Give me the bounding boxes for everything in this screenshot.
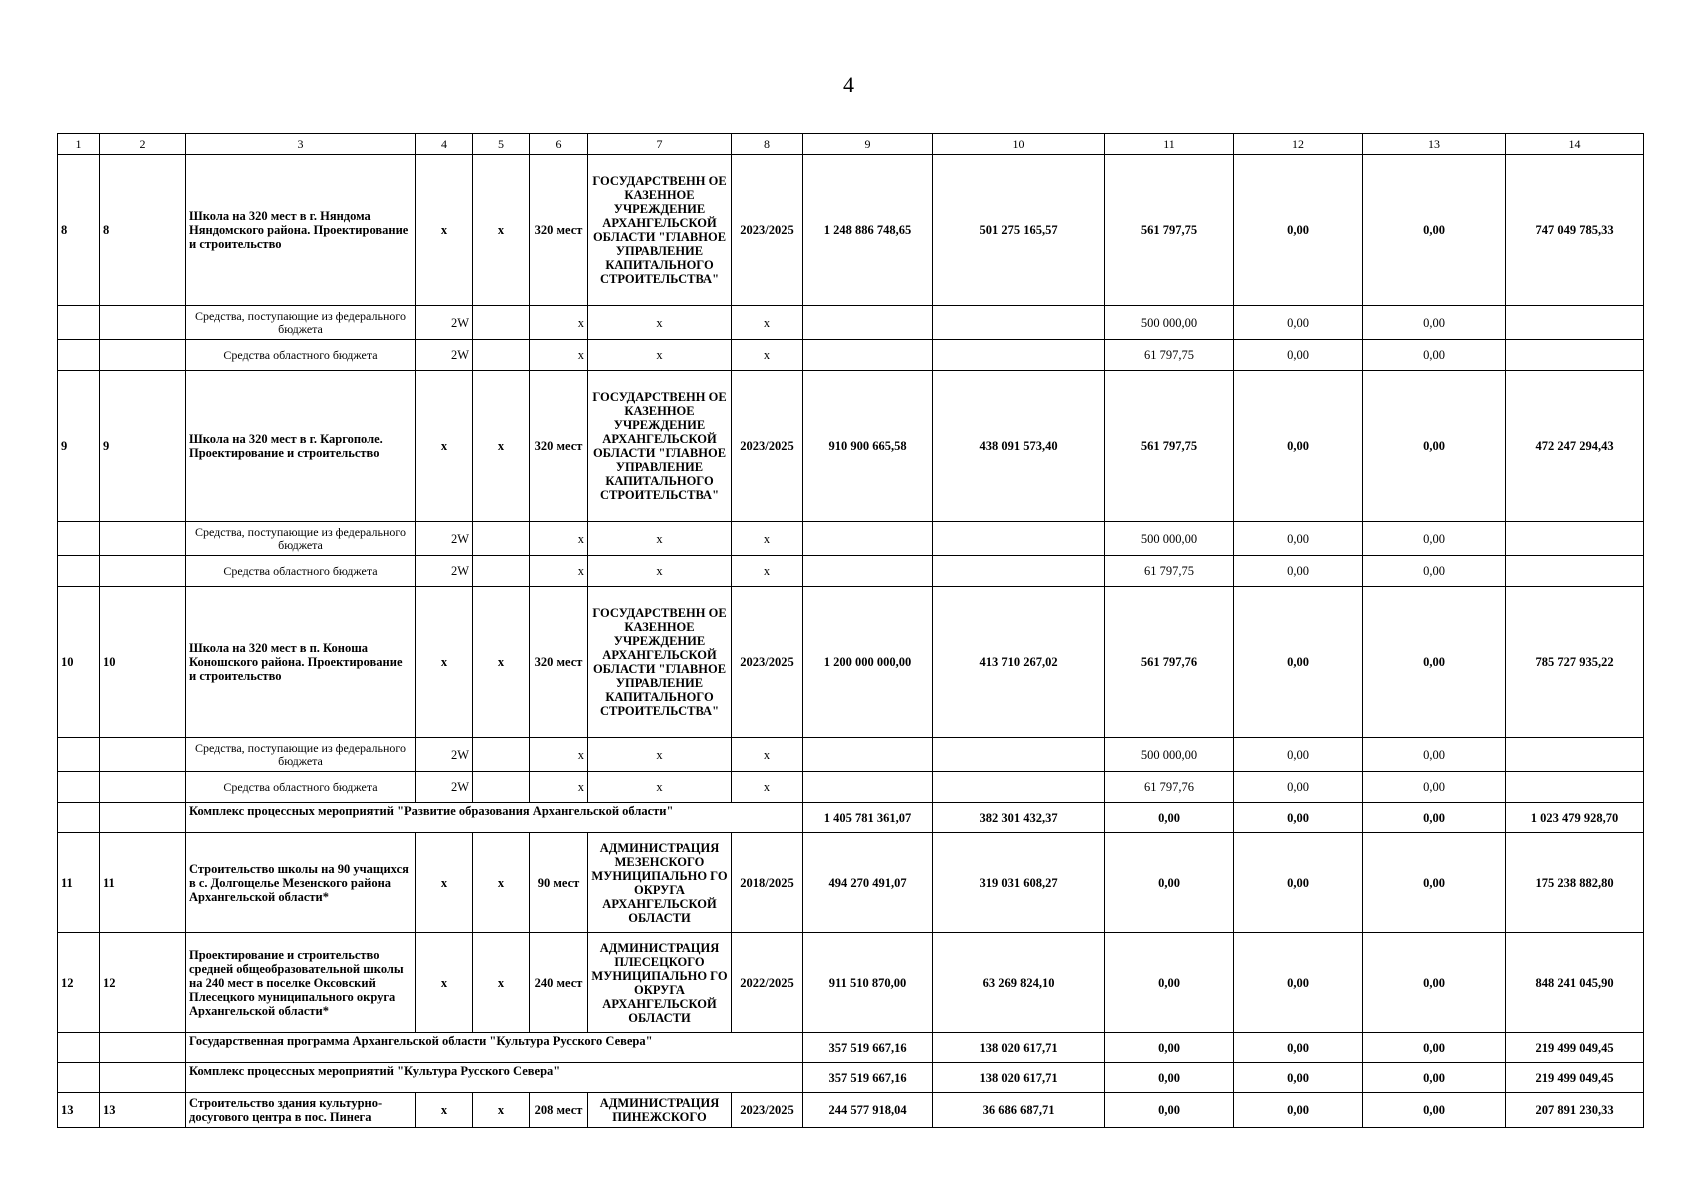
table-subrow <box>58 522 1644 556</box>
value-c9: 357 519 667,16 <box>803 1063 933 1093</box>
value-c11: 561 797,75 <box>1105 371 1234 522</box>
value-c10: 413 710 267,02 <box>933 587 1105 738</box>
value-c11: 561 797,76 <box>1105 587 1234 738</box>
empty-cell <box>1506 522 1644 556</box>
value-c11: 0,00 <box>1105 1033 1234 1063</box>
empty-cell <box>1506 340 1644 371</box>
empty-cell <box>473 340 530 371</box>
funding-source: Средства, поступающие из федерального бюджета <box>186 738 416 772</box>
value-c11: 0,00 <box>1105 933 1234 1033</box>
period: 2023/2025 <box>732 371 803 522</box>
value-c12: 0,00 <box>1234 1093 1363 1128</box>
responsible-org: ГОСУДАРСТВЕНН ОЕ КАЗЕННОЕ УЧРЕЖДЕНИЕ АРХАНГЕЛЬСКОЙ ОБЛАСТИ "ГЛАВНОЕ УПРАВЛЕНИЕ КАПИТАЛЬНОГО СТРОИТЕЛЬСТВА" <box>588 371 732 522</box>
value-c12: 0,00 <box>1234 587 1363 738</box>
cell-c4: x <box>416 371 473 522</box>
value-c9: 1 405 781 361,07 <box>803 803 933 833</box>
capacity: 320 мест <box>530 371 588 522</box>
cell-c7: x <box>588 522 732 556</box>
row-number: 8 <box>100 155 186 306</box>
value-c11: 500 000,00 <box>1105 522 1234 556</box>
value-c9: 494 270 491,07 <box>803 833 933 933</box>
cell-c5: x <box>473 933 530 1033</box>
funding-source: Средства, поступающие из федерального бюджета <box>186 306 416 340</box>
empty-cell <box>100 306 186 340</box>
value-c11: 0,00 <box>1105 1093 1234 1128</box>
value-c12: 0,00 <box>1234 556 1363 587</box>
value-c12: 0,00 <box>1234 772 1363 803</box>
empty-cell <box>58 1063 100 1093</box>
value-c13: 0,00 <box>1363 833 1506 933</box>
funding-code: 2W <box>416 738 473 772</box>
value-c13: 0,00 <box>1363 522 1506 556</box>
empty-cell <box>100 1063 186 1093</box>
value-c14: 785 727 935,22 <box>1506 587 1644 738</box>
funding-source: Средства областного бюджета <box>186 340 416 371</box>
cell-c4: x <box>416 933 473 1033</box>
value-c14: 175 238 882,80 <box>1506 833 1644 933</box>
row-index: 12 <box>58 933 100 1033</box>
value-c12: 0,00 <box>1234 371 1363 522</box>
empty-cell <box>473 556 530 587</box>
empty-cell <box>100 556 186 587</box>
empty-cell <box>803 738 933 772</box>
complex-title: Комплекс процессных мероприятий "Развитие образования Архангельской области" <box>186 803 803 833</box>
cell-c6: x <box>530 556 588 587</box>
column-header: 8 <box>732 134 803 155</box>
table-subrow <box>58 556 1644 587</box>
funding-code: 2W <box>416 556 473 587</box>
value-c10: 63 269 824,10 <box>933 933 1105 1033</box>
value-c12: 0,00 <box>1234 833 1363 933</box>
row-index: 9 <box>58 371 100 522</box>
empty-cell <box>1506 306 1644 340</box>
empty-cell <box>100 738 186 772</box>
empty-cell <box>473 738 530 772</box>
funding-code: 2W <box>416 340 473 371</box>
value-c12: 0,00 <box>1234 933 1363 1033</box>
column-header: 14 <box>1506 134 1644 155</box>
object-name: Школа на 320 мест в г. Няндома Няндомского района. Проектирование и строительство <box>186 155 416 306</box>
value-c14: 747 049 785,33 <box>1506 155 1644 306</box>
funding-source: Средства областного бюджета <box>186 556 416 587</box>
empty-cell <box>58 1033 100 1063</box>
row-number: 9 <box>100 371 186 522</box>
value-c9: 910 900 665,58 <box>803 371 933 522</box>
empty-cell <box>473 772 530 803</box>
table-row-8 <box>58 155 1644 306</box>
value-c12: 0,00 <box>1234 803 1363 833</box>
period: 2018/2025 <box>732 833 803 933</box>
program-title: Государственная программа Архангельской области "Культура Русского Севера" <box>186 1033 803 1063</box>
empty-cell <box>100 1033 186 1063</box>
cell-c5: x <box>473 155 530 306</box>
row-index: 13 <box>58 1093 100 1128</box>
table-row-9 <box>58 371 1644 522</box>
value-c10: 36 686 687,71 <box>933 1093 1105 1128</box>
cell-c6: x <box>530 738 588 772</box>
table-row-complex-education <box>58 803 1644 833</box>
value-c11: 500 000,00 <box>1105 738 1234 772</box>
empty-cell <box>1506 772 1644 803</box>
value-c10: 438 091 573,40 <box>933 371 1105 522</box>
period: 2023/2025 <box>732 155 803 306</box>
capacity: 208 мест <box>530 1093 588 1128</box>
row-number: 13 <box>100 1093 186 1128</box>
empty-cell <box>100 772 186 803</box>
table-subrow <box>58 772 1644 803</box>
cell-c7: x <box>588 556 732 587</box>
cell-c8: x <box>732 522 803 556</box>
table-row-complex-culture <box>58 1063 1644 1093</box>
column-header-row <box>58 134 1644 155</box>
value-c11: 0,00 <box>1105 803 1234 833</box>
table-row-12 <box>58 933 1644 1033</box>
value-c14: 848 241 045,90 <box>1506 933 1644 1033</box>
column-header: 3 <box>186 134 416 155</box>
empty-cell <box>1506 556 1644 587</box>
column-header: 7 <box>588 134 732 155</box>
cell-c8: x <box>732 340 803 371</box>
period: 2023/2025 <box>732 587 803 738</box>
cell-c5: x <box>473 587 530 738</box>
table-subrow <box>58 340 1644 371</box>
empty-cell <box>100 803 186 833</box>
cell-c6: x <box>530 340 588 371</box>
empty-cell <box>58 803 100 833</box>
row-index: 11 <box>58 833 100 933</box>
value-c14: 472 247 294,43 <box>1506 371 1644 522</box>
value-c11: 500 000,00 <box>1105 306 1234 340</box>
row-number: 10 <box>100 587 186 738</box>
column-header: 11 <box>1105 134 1234 155</box>
column-header: 2 <box>100 134 186 155</box>
value-c14: 219 499 049,45 <box>1506 1063 1644 1093</box>
cell-c8: x <box>732 772 803 803</box>
column-header: 10 <box>933 134 1105 155</box>
empty-cell <box>803 340 933 371</box>
empty-cell <box>473 306 530 340</box>
cell-c7: x <box>588 340 732 371</box>
cell-c5: x <box>473 1093 530 1128</box>
empty-cell <box>1506 738 1644 772</box>
column-header: 5 <box>473 134 530 155</box>
value-c13: 0,00 <box>1363 306 1506 340</box>
value-c9: 244 577 918,04 <box>803 1093 933 1128</box>
empty-cell <box>100 522 186 556</box>
value-c12: 0,00 <box>1234 306 1363 340</box>
value-c13: 0,00 <box>1363 803 1506 833</box>
object-name: Школа на 320 мест в п. Коноша Коношского района. Проектирование и строительство <box>186 587 416 738</box>
responsible-org: АДМИНИСТРАЦИЯ МЕЗЕНСКОГО МУНИЦИПАЛЬНО ГО ОКРУГА АРХАНГЕЛЬСКОЙ ОБЛАСТИ <box>588 833 732 933</box>
column-header: 1 <box>58 134 100 155</box>
object-name: Проектирование и строительство средней общеобразовательной школы на 240 мест в поселке Оксовский Плесецкого муниципального округа Архангельской области* <box>186 933 416 1033</box>
empty-cell <box>58 340 100 371</box>
table-row-13 <box>58 1093 1644 1128</box>
cell-c7: x <box>588 306 732 340</box>
row-index: 10 <box>58 587 100 738</box>
empty-cell <box>803 522 933 556</box>
value-c13: 0,00 <box>1363 772 1506 803</box>
value-c12: 0,00 <box>1234 738 1363 772</box>
cell-c4: x <box>416 587 473 738</box>
value-c13: 0,00 <box>1363 1093 1506 1128</box>
object-name: Школа на 320 мест в г. Каргополе. Проектирование и строительство <box>186 371 416 522</box>
funding-source: Средства, поступающие из федерального бюджета <box>186 522 416 556</box>
capacity: 320 мест <box>530 155 588 306</box>
empty-cell <box>100 340 186 371</box>
period: 2023/2025 <box>732 1093 803 1128</box>
value-c13: 0,00 <box>1363 933 1506 1033</box>
capacity: 240 мест <box>530 933 588 1033</box>
column-header: 6 <box>530 134 588 155</box>
row-number: 12 <box>100 933 186 1033</box>
funding-source: Средства областного бюджета <box>186 772 416 803</box>
cell-c8: x <box>732 306 803 340</box>
value-c11: 0,00 <box>1105 833 1234 933</box>
cell-c6: x <box>530 522 588 556</box>
empty-cell <box>803 556 933 587</box>
cell-c6: x <box>530 306 588 340</box>
column-header: 13 <box>1363 134 1506 155</box>
empty-cell <box>58 738 100 772</box>
period: 2022/2025 <box>732 933 803 1033</box>
value-c9: 357 519 667,16 <box>803 1033 933 1063</box>
value-c14: 219 499 049,45 <box>1506 1033 1644 1063</box>
responsible-org: АДМИНИСТРАЦИЯ ПЛЕСЕЦКОГО МУНИЦИПАЛЬНО ГО ОКРУГА АРХАНГЕЛЬСКОЙ ОБЛАСТИ <box>588 933 732 1033</box>
cell-c5: x <box>473 371 530 522</box>
value-c12: 0,00 <box>1234 522 1363 556</box>
value-c13: 0,00 <box>1363 587 1506 738</box>
responsible-org: АДМИНИСТРАЦИЯ ПИНЕЖСКОГО <box>588 1093 732 1128</box>
value-c10: 382 301 432,37 <box>933 803 1105 833</box>
empty-cell <box>58 306 100 340</box>
column-header: 9 <box>803 134 933 155</box>
cell-c7: x <box>588 738 732 772</box>
value-c13: 0,00 <box>1363 155 1506 306</box>
empty-cell <box>933 522 1105 556</box>
value-c9: 1 200 000 000,00 <box>803 587 933 738</box>
row-index: 8 <box>58 155 100 306</box>
value-c10: 138 020 617,71 <box>933 1063 1105 1093</box>
empty-cell <box>58 556 100 587</box>
empty-cell <box>933 738 1105 772</box>
value-c13: 0,00 <box>1363 340 1506 371</box>
value-c12: 0,00 <box>1234 1033 1363 1063</box>
value-c9: 911 510 870,00 <box>803 933 933 1033</box>
funding-code: 2W <box>416 522 473 556</box>
value-c12: 0,00 <box>1234 1063 1363 1093</box>
value-c13: 0,00 <box>1363 1033 1506 1063</box>
funding-code: 2W <box>416 306 473 340</box>
value-c11: 61 797,75 <box>1105 340 1234 371</box>
capacity: 90 мест <box>530 833 588 933</box>
empty-cell <box>803 306 933 340</box>
responsible-org: ГОСУДАРСТВЕНН ОЕ КАЗЕННОЕ УЧРЕЖДЕНИЕ АРХАНГЕЛЬСКОЙ ОБЛАСТИ "ГЛАВНОЕ УПРАВЛЕНИЕ КАПИТАЛЬНОГО СТРОИТЕЛЬСТВА" <box>588 155 732 306</box>
value-c14: 207 891 230,33 <box>1506 1093 1644 1128</box>
value-c11: 61 797,75 <box>1105 556 1234 587</box>
value-c11: 561 797,75 <box>1105 155 1234 306</box>
value-c13: 0,00 <box>1363 1063 1506 1093</box>
cell-c8: x <box>732 556 803 587</box>
budget-table <box>57 133 1644 1128</box>
empty-cell <box>803 772 933 803</box>
funding-code: 2W <box>416 772 473 803</box>
cell-c6: x <box>530 772 588 803</box>
table-row-11 <box>58 833 1644 933</box>
table-subrow <box>58 306 1644 340</box>
table-row-program-culture <box>58 1033 1644 1063</box>
capacity: 320 мест <box>530 587 588 738</box>
empty-cell <box>58 522 100 556</box>
page-number: 4 <box>843 72 854 97</box>
cell-c4: x <box>416 155 473 306</box>
cell-c8: x <box>732 738 803 772</box>
responsible-org: ГОСУДАРСТВЕНН ОЕ КАЗЕННОЕ УЧРЕЖДЕНИЕ АРХАНГЕЛЬСКОЙ ОБЛАСТИ "ГЛАВНОЕ УПРАВЛЕНИЕ КАПИТАЛЬНОГО СТРОИТЕЛЬСТВА" <box>588 587 732 738</box>
value-c13: 0,00 <box>1363 371 1506 522</box>
table-row-10 <box>58 587 1644 738</box>
empty-cell <box>933 556 1105 587</box>
value-c9: 1 248 886 748,65 <box>803 155 933 306</box>
empty-cell <box>473 522 530 556</box>
value-c12: 0,00 <box>1234 155 1363 306</box>
value-c12: 0,00 <box>1234 340 1363 371</box>
value-c14: 1 023 479 928,70 <box>1506 803 1644 833</box>
value-c10: 319 031 608,27 <box>933 833 1105 933</box>
object-name: Строительство школы на 90 учащихся в с. Долгощелье Мезенского района Архангельской области* <box>186 833 416 933</box>
cell-c4: x <box>416 833 473 933</box>
value-c13: 0,00 <box>1363 556 1506 587</box>
value-c10: 138 020 617,71 <box>933 1033 1105 1063</box>
value-c10: 501 275 165,57 <box>933 155 1105 306</box>
cell-c7: x <box>588 772 732 803</box>
value-c13: 0,00 <box>1363 738 1506 772</box>
value-c11: 0,00 <box>1105 1063 1234 1093</box>
column-header: 4 <box>416 134 473 155</box>
column-header: 12 <box>1234 134 1363 155</box>
value-c11: 61 797,76 <box>1105 772 1234 803</box>
complex-title: Комплекс процессных мероприятий "Культура Русского Севера" <box>186 1063 803 1093</box>
cell-c5: x <box>473 833 530 933</box>
row-number: 11 <box>100 833 186 933</box>
empty-cell <box>933 340 1105 371</box>
empty-cell <box>933 772 1105 803</box>
table-subrow <box>58 738 1644 772</box>
empty-cell <box>933 306 1105 340</box>
cell-c4: x <box>416 1093 473 1128</box>
object-name: Строительство здания культурно-досугового центра в пос. Пинега <box>186 1093 416 1128</box>
empty-cell <box>58 772 100 803</box>
